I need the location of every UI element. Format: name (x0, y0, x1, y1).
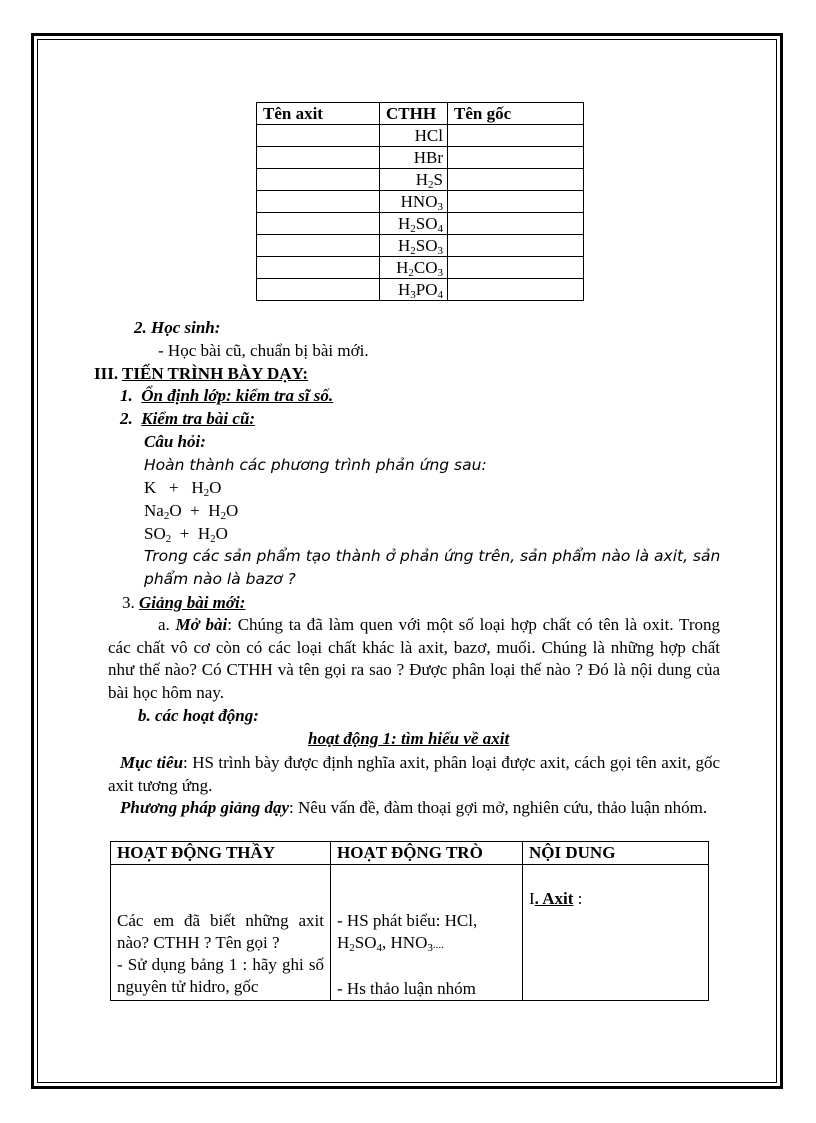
header-content: NỘI DUNG (523, 842, 709, 865)
header-student: HOẠT ĐỘNG TRÒ (331, 842, 523, 865)
student-line-1: - HS phát biểu: HCl, (337, 911, 478, 930)
method-paragraph: Phương pháp giảng dạy: Nêu vấn đề, đàm thoại gợi mở, nghiên cứu, thảo luận nhóm. (120, 798, 708, 817)
step-1: 1. Ổn định lớp: kiểm tra sĩ số. (120, 386, 334, 405)
students-heading: 2. Học sinh: (134, 318, 221, 337)
table-row (257, 191, 584, 213)
teacher-line-1: Các em đã biết những axit nào? CTHH ? Tên gọi ? (117, 911, 324, 952)
step-2: 2. Kiểm tra bài cũ: (120, 409, 256, 428)
intro-paragraph: a. Mở bài: Chúng ta đã làm quen với một số loại hợp chất có tên là oxit. Trong các chất vô cơ còn có các loại chất khác là axit, bazơ, muối. Chúng là những hợp chất như thế nào? Có CTHH và tên gọi ra sao ? Được phân loại thế nào ? Đó là nội dung của bài học hôm nay. (108, 615, 721, 702)
formula-cell: $H_2SO_4$ (380, 213, 448, 235)
header-acid-name: Tên axit (257, 103, 380, 125)
step-3: 3. Giảng bài mới: (122, 593, 246, 612)
content-cell (523, 865, 709, 1001)
question-label: Câu hỏi: (144, 432, 206, 451)
question-end-1: Trong các sản phẩm tạo thành ở phản ứng trên, sản phẩm nào là axit, sản (144, 547, 721, 565)
formula-cell: $H_3PO_4$ (380, 279, 448, 301)
table-row (257, 279, 584, 301)
header-radical-name: Tên gốc (448, 103, 584, 125)
equation-2: $Na_2O + H_2O$ (144, 501, 239, 522)
activities-heading: b. các hoạt động: (138, 706, 259, 725)
activity-table-header (111, 842, 709, 865)
table-row (257, 147, 584, 169)
equation-3: $SO_2 + H_2O$ (144, 524, 228, 545)
table-row (257, 125, 584, 147)
question-end-2: phẩm nào là bazơ ? (144, 570, 296, 588)
formula-cell: HCl (380, 125, 448, 147)
header-teacher: HOẠT ĐỘNG THẦY (111, 842, 331, 865)
header-formula: CTHH (380, 103, 448, 125)
formula-cell: HBr (380, 147, 448, 169)
formula-cell: $H_2CO_3$ (380, 257, 448, 279)
table-row (257, 213, 584, 235)
formula-cell: $H_2S$ (380, 169, 448, 191)
acid-table-header (257, 103, 584, 125)
content-heading: I. Axit : (529, 889, 583, 908)
section-heading: III. TIẾN TRÌNH BÀY DẠY: (94, 364, 308, 383)
activity-1-title: hoạt động 1: tìm hiểu về axit (308, 729, 510, 748)
table-row (257, 257, 584, 279)
activity-table (110, 841, 709, 1001)
teacher-cell (111, 865, 331, 1001)
acid-table (256, 102, 584, 301)
table-row (257, 235, 584, 257)
formula-cell: $H_2SO_3$ (380, 235, 448, 257)
equation-1: $K + H_2O$ (144, 478, 222, 499)
teacher-line-2: - Sử dụng bảng 1 : hãy ghi số nguyên tử hidro, gốc (117, 955, 324, 996)
objective-paragraph: Mục tiêu: HS trình bày được định nghĩa axit, phân loại được axit, cách gọi tên axit, gốc axit tương ứng. (108, 753, 720, 795)
student-cell (331, 865, 523, 1001)
student-line-2: $H_2SO_4$, $HNO_3$.... (337, 933, 444, 954)
question-text: Hoàn thành các phương trình phản ứng sau: (144, 456, 487, 474)
student-line-3: - Hs thảo luận nhóm (337, 979, 476, 998)
table-row (257, 169, 584, 191)
formula-cell: $HNO_3$ (380, 191, 448, 213)
students-item: - Học bài cũ, chuẩn bị bài mới. (158, 341, 369, 360)
table-row (111, 865, 709, 1001)
